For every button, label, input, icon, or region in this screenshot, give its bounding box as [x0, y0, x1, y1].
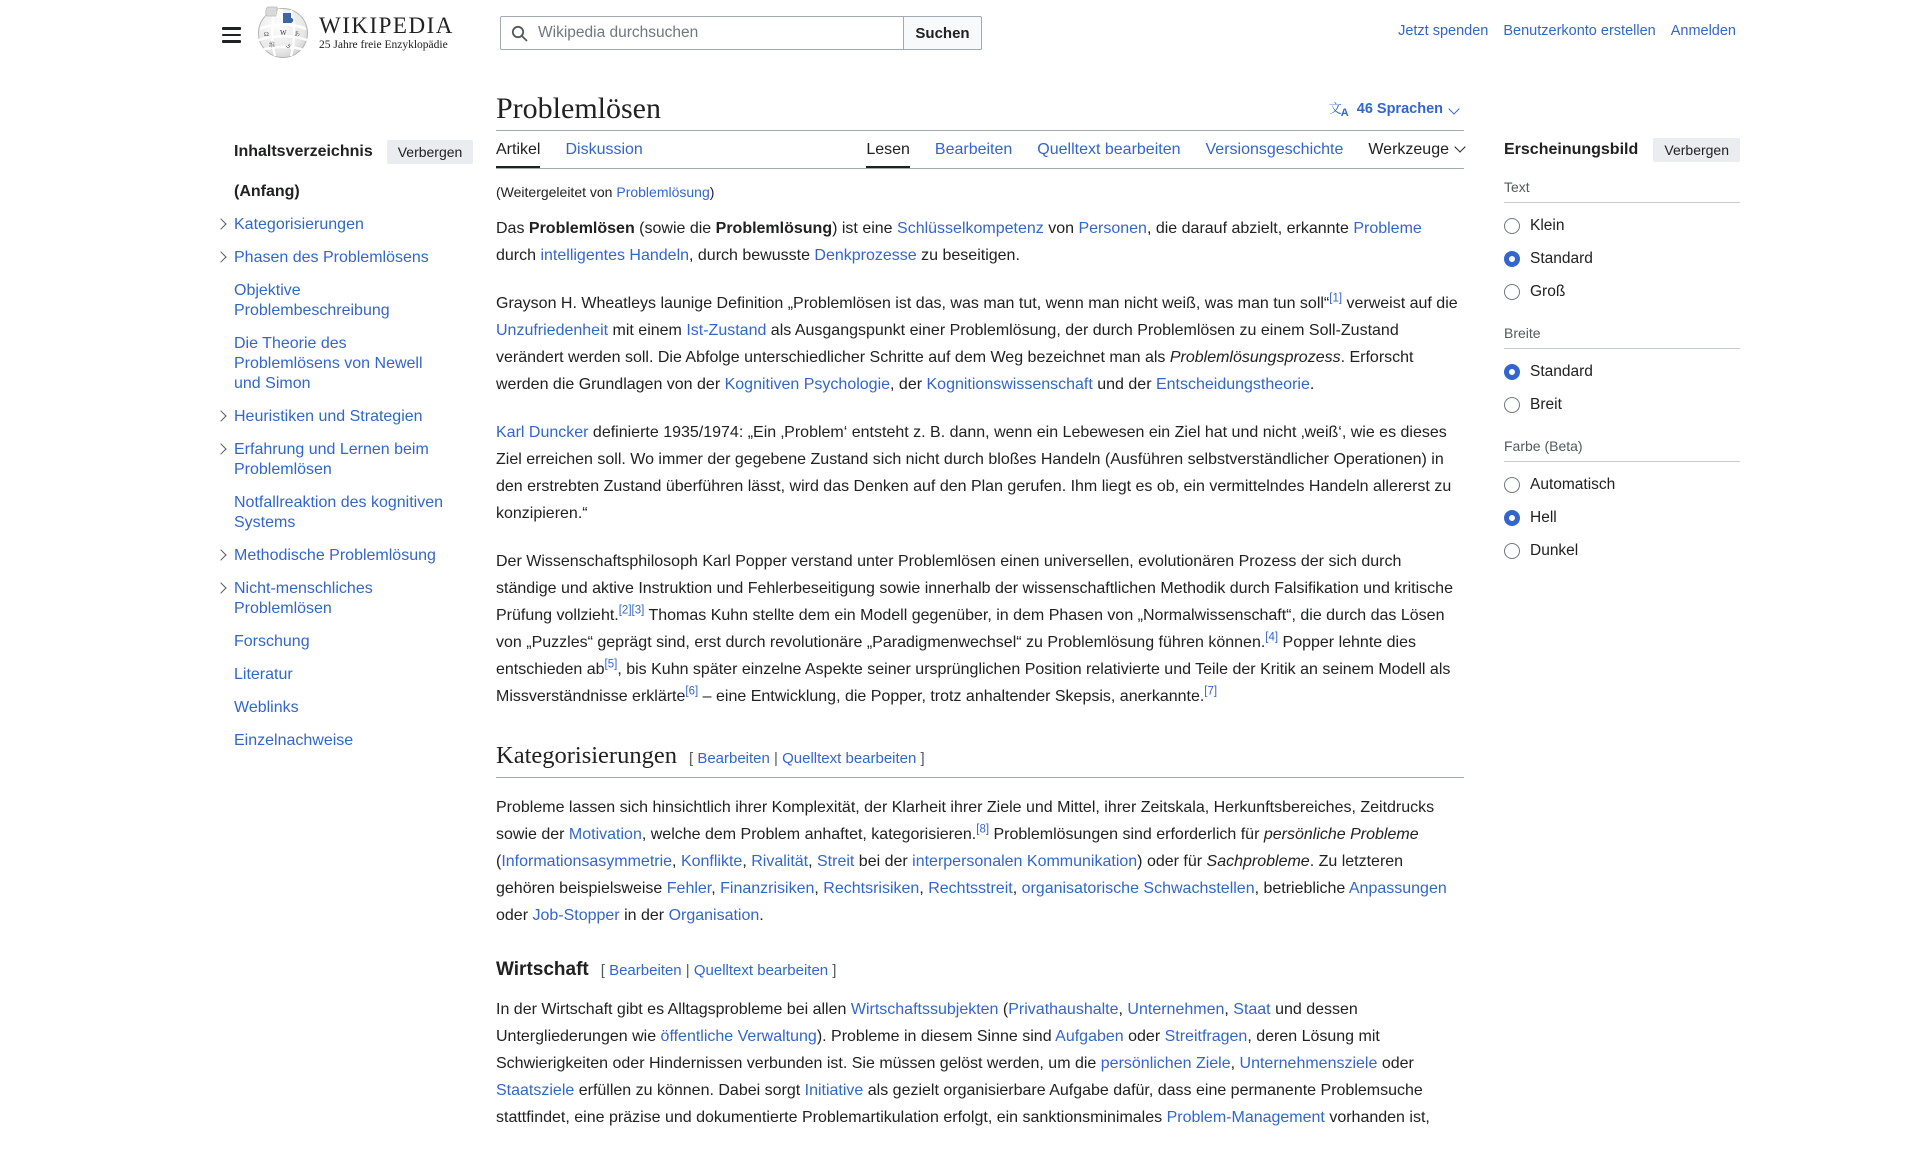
option-label: Groß — [1530, 282, 1566, 300]
toc-item-forschung — [216, 632, 448, 652]
radio-breit[interactable] — [1504, 397, 1520, 413]
italic-term: Problemlösungsprozess — [1169, 349, 1341, 366]
article-link-informationsasymmetrie[interactable]: Informationsasymmetrie — [501, 853, 673, 870]
reference-link[interactable]: [8] — [976, 823, 990, 836]
languages-button[interactable]: 文$_A$ 46 Sprachen — [1323, 100, 1464, 118]
article-link-probleme[interactable]: Probleme — [1353, 220, 1422, 237]
wikipedia-globe-logo — [256, 5, 310, 59]
tab-bearbeiten[interactable]: Bearbeiten — [934, 141, 1013, 158]
toc-item-phasen-des-problemlösens — [216, 248, 448, 268]
edit-link-quelltext-bearbeiten[interactable]: Quelltext bearbeiten — [693, 962, 829, 979]
section-heading-text: Kategorisierungen — [496, 742, 677, 769]
radio-hell[interactable] — [1504, 510, 1520, 526]
article-link-wirtschaftssubjekten[interactable]: Wirtschaftssubjekten — [850, 1001, 999, 1018]
toc-item-kategorisierungen — [216, 215, 448, 235]
main-menu-button[interactable] — [212, 14, 252, 52]
article-link-unzufriedenheit[interactable]: Unzufriedenheit — [496, 322, 609, 339]
edit-link-quelltext-bearbeiten[interactable]: Quelltext bearbeiten — [782, 750, 917, 767]
toc-item-methodische-problemlösung — [216, 546, 448, 566]
expand-icon[interactable] — [215, 410, 226, 421]
appearance-section-label: Breite — [1504, 308, 1740, 349]
toc-item-link[interactable]: Weblinks — [234, 699, 299, 716]
article-link-rivalität[interactable]: Rivalität — [751, 853, 809, 870]
redirect-note: (Weitergeleitet von Problemlösung) — [496, 184, 715, 200]
option-breit[interactable] — [1504, 388, 1740, 421]
logo-tagline: 25 Jahre freie Enzyklopädie — [319, 38, 448, 51]
article-link-unternehmensziele[interactable]: Unternehmensziele — [1239, 1055, 1378, 1072]
article-link-kognitiven-psychologie[interactable]: Kognitiven Psychologie — [724, 376, 891, 393]
article-link-fehler[interactable]: Fehler — [666, 880, 712, 897]
article-link-problemlösung[interactable]: Problemlösung — [616, 184, 710, 200]
toc-item-nicht-menschliches-problemlösen — [216, 579, 448, 619]
article-link-streitfragen[interactable]: Streitfragen — [1164, 1028, 1248, 1045]
article-link-persönlichen-ziele[interactable]: persönlichen Ziele — [1100, 1055, 1231, 1072]
search-button[interactable]: Suchen — [904, 16, 982, 50]
radio-dunkel[interactable] — [1504, 543, 1520, 559]
paragraph: Probleme lassen sich hinsichtlich ihrer Komplexität, der Klarheit ihrer Ziele und Mittel, ihrer Zeitskala, Herkunftsbereiches, Zeitdrucks sowie der Motivation, welche dem Problem anhaftet, kategorisieren.[8] Problemlösungen sind erforderlich für persönliche Probleme (Informationsasymmetrie, Konflikte, Rivalität, Streit bei der interpersonalen Kommunikation) oder für Sachprobleme. Zu letzteren gehören beispielsweise Fehler, Finanzrisiken, Rechtsrisiken, Rechtsstreit, organisatorische Schwachstellen, betriebliche Anpassungen oder Job-Stopper in der Organisation. — [496, 799, 1447, 924]
hamburger-icon — [222, 27, 241, 30]
toc-item-link[interactable]: Kategorisierungen — [234, 216, 364, 233]
article-link-organisation[interactable]: Organisation — [668, 907, 760, 924]
option-label: Automatisch — [1530, 475, 1616, 493]
option-klein[interactable] — [1504, 209, 1740, 242]
expand-icon[interactable] — [215, 582, 226, 593]
toc-item-link[interactable]: Heuristiken und Strategien — [234, 408, 423, 425]
appearance-section-text — [1504, 162, 1740, 308]
article-link-job-stopper[interactable]: Job-Stopper — [532, 907, 620, 924]
toc-item-anfang — [216, 182, 448, 202]
toc-item-erfahrung-und-lernen-beim-problemlösen — [216, 440, 448, 480]
page-title: Problemlösen — [496, 92, 661, 125]
toc-item-die-theorie-des-problemlösens-von-newell-und-simon — [216, 334, 448, 394]
tab-quelltext-bearbeiten[interactable]: Quelltext bearbeiten — [1037, 141, 1181, 158]
article-link-öffentliche-verwaltung[interactable]: öffentliche Verwaltung — [660, 1028, 817, 1045]
appearance-section-breite — [1504, 308, 1740, 421]
toc-item-link[interactable]: Literatur — [234, 666, 293, 683]
article-link-schlüsselkompetenz[interactable]: Schlüsselkompetenz — [897, 220, 1044, 237]
article-link-kognitionswissenschaft[interactable]: Kognitionswissenschaft — [926, 376, 1093, 393]
reference-link[interactable]: [6] — [685, 685, 699, 698]
radio-standard[interactable] — [1504, 364, 1520, 380]
radio-automatisch[interactable] — [1504, 477, 1520, 493]
expand-icon[interactable] — [215, 251, 226, 262]
search-icon — [511, 25, 528, 42]
article-link-organisatorische-schwachstellen[interactable]: organisatorische Schwachstellen — [1021, 880, 1255, 897]
radio-standard[interactable] — [1504, 251, 1520, 267]
article-link-rechtsrisiken[interactable]: Rechtsrisiken — [823, 880, 920, 897]
section-heading-text: Wirtschaft — [496, 959, 589, 980]
toc-item-link[interactable]: Einzelnachweise — [234, 732, 354, 749]
appearance-section-farbe-beta — [1504, 421, 1740, 567]
article-link-rechtsstreit[interactable]: Rechtsstreit — [928, 880, 1013, 897]
article-link-anpassungen[interactable]: Anpassungen — [1348, 880, 1447, 897]
reference-link[interactable]: [4] — [1265, 631, 1279, 644]
italic-term: Sachprobleme — [1206, 853, 1310, 870]
site-header — [0, 0, 1920, 66]
toc-list — [216, 182, 448, 751]
wikipedia-logo[interactable] — [256, 5, 454, 59]
bold-term: Problemlösen — [528, 220, 635, 237]
option-label: Standard — [1530, 362, 1593, 380]
option-label: Klein — [1530, 216, 1565, 234]
toc-item-link[interactable]: Notfallreaktion des kognitiven Systems — [234, 494, 444, 531]
header-link-jetzt-spenden[interactable]: Jetzt spenden — [1398, 23, 1489, 39]
chevron-down-icon — [1454, 141, 1465, 152]
toc-title: Inhaltsverzeichnis — [234, 143, 373, 160]
chevron-down-icon — [1448, 103, 1459, 114]
option-label: Breit — [1530, 395, 1562, 413]
header-link-anmelden[interactable]: Anmelden — [1670, 23, 1736, 39]
tab-diskussion[interactable]: Diskussion — [565, 141, 643, 158]
search-box[interactable] — [500, 16, 904, 50]
paragraph: Der Wissenschaftsphilosoph Karl Popper verstand unter Problemlösen einen universellen, evolutionären Prozess der sich durch ständige und aktive Instruktion und Fehlerbeseitigung sowie innerhalb der wissenschaftlichen Methodik durch Falsifikation und kritische Prüfung vollzieht.[2][3] Thomas Kuhn stellte dem ein Modell gegenüber, in dem Phasen von „Normalwissenschaft“, die durch das Lösen von „Puzzles“ geprägt sind, erst durch revolutionäre „Paradigmenwechsel“ zu Problemlösung führen können.[4] Popper lehnte dies entschieden ab[5], bis Kuhn später einzelne Aspekte seiner ursprünglichen Position relativierte und Teile der Kritik an seinem Modell als Missverständnisse erklärte[6] – eine Entwicklung, die Popper, trotz anhaltender Skepsis, anerkannte.[7] — [496, 553, 1453, 705]
svg-text:あ: あ — [294, 32, 301, 38]
toc-item-link[interactable]: Die Theorie des Problemlösens von Newell und Simon — [234, 335, 423, 392]
article-link-karl-duncker[interactable]: Karl Duncker — [496, 424, 589, 441]
option-label: Dunkel — [1530, 541, 1579, 559]
edit-section-links: [ Bearbeiten | Quelltext bearbeiten ] — [600, 962, 837, 979]
logo-wordmark: WIKIPEDIA — [319, 12, 454, 38]
reference-link[interactable]: [7] — [1204, 685, 1218, 698]
article-link-entscheidungstheorie[interactable]: Entscheidungstheorie — [1155, 376, 1310, 393]
option-standard[interactable] — [1504, 242, 1740, 275]
article-link-intelligentes-handeln[interactable]: intelligentes Handeln — [540, 247, 690, 264]
language-icon: 文$_A$ — [1328, 100, 1349, 119]
reference-link[interactable]: [1] — [1329, 292, 1343, 305]
article-link-finanzrisiken[interactable]: Finanzrisiken — [720, 880, 815, 897]
paragraph: Das Problemlösen (sowie die Problemlösung) ist eine Schlüsselkompetenz von Personen, die darauf abzielt, erkannte Probleme durch intelligentes Handeln, durch bewusste Denkprozesse zu beseitigen. — [496, 220, 1422, 264]
appearance-title: Erscheinungsbild — [1504, 141, 1639, 158]
tab-werkzeuge[interactable]: Werkzeuge — [1368, 133, 1464, 168]
expand-icon[interactable] — [215, 218, 226, 229]
toc-item-link[interactable]: Erfahrung und Lernen beim Problemlösen — [234, 441, 429, 478]
article-link-personen[interactable]: Personen — [1078, 220, 1147, 237]
table-of-contents — [216, 140, 463, 764]
article-body — [496, 215, 1464, 1131]
reference-link[interactable]: [2][3] — [618, 604, 645, 617]
paragraph: Karl Duncker definierte 1935/1974: „Ein ‚Problem‘ entsteht z. B. dann, wenn ein Lebewesen ein Ziel hat und nicht ‚weiß‘, wie es dieses Ziel erreichen soll. Wo immer der gegebene Zustand sich nicht durch bloßes Handeln (Ausführen selbstverständlicher Operationen) in den erstrebten Zustand überführen lässt, wird das Denken auf den Plan gerufen. Ihm liegt es ob, ein vermittelndes Handeln allererst zu konzipieren.“ — [496, 424, 1452, 522]
italic-term: persönliche Probleme — [1263, 826, 1419, 843]
toc-item-label: (Anfang) — [234, 183, 300, 200]
option-groß[interactable] — [1504, 275, 1740, 308]
article-tabs — [496, 133, 1464, 169]
expand-icon[interactable] — [215, 549, 226, 560]
toc-item-notfallreaktion-des-kognitiven-systems — [216, 493, 448, 533]
paragraph: Grayson H. Wheatleys launige Definition „Problemlösen ist das, was man tut, wenn man nicht weiß, was man tun soll“[1] verweist auf die Unzufriedenheit mit einem Ist-Zustand als Ausgangspunkt einer Problemlösung, der durch Problemlösen zu einem Soll-Zustand verändert werden soll. Die Abfolge unterschiedlicher Schritte auf dem Weg bezeichnet man als Problemlösungsprozess. Erforscht werden die Grundlagen von der Kognitiven Psychologie, der Kognitionswissenschaft und der Entscheidungstheorie. — [496, 292, 1458, 393]
toc-item-weblinks — [216, 698, 448, 718]
toc-item-link[interactable]: Forschung — [234, 633, 310, 650]
edit-section-links: [ Bearbeiten | Quelltext bearbeiten ] — [688, 750, 925, 767]
toc-item-heuristiken-und-strategien — [216, 407, 448, 427]
svg-text:维: 维 — [269, 43, 276, 49]
article-link-denkprozesse[interactable]: Denkprozesse — [814, 247, 917, 264]
svg-text:W: W — [280, 29, 287, 37]
toc-item-link[interactable]: Nicht-menschliches Problemlösen — [234, 580, 373, 617]
toc-hide-button[interactable]: Verbergen — [387, 140, 474, 164]
edit-link-bearbeiten[interactable]: Bearbeiten — [609, 962, 682, 979]
header-link-benutzerkonto-erstellen[interactable]: Benutzerkonto erstellen — [1503, 23, 1656, 39]
paragraph: In der Wirtschaft gibt es Alltagsprobleme bei allen Wirtschaftssubjekten (Privathaushalte, Unternehmen, Staat und dessen Untergliederungen wie öffentliche Verwaltung). Probleme in diesem Sinne sind Aufgaben oder Streitfragen, deren Lösung mit Schwierigkeiten oder Hindernissen verbunden ist. Sie müssen gelöst werden, um die persönlichen Ziele, Unternehmensziele oder Staatsziele erfüllen zu können. Dabei sorgt Initiative als gezielt organisierbare Aufgabe dafür, dass eine permanente Problemsuche stattfindet, eine präzise und dokumentierte Problemartikulation erfolgt, ein sanktionsminimales Problem-Management vorhanden ist, — [496, 1001, 1430, 1126]
reference-link[interactable]: [5] — [604, 658, 618, 671]
article-main — [496, 92, 1464, 1152]
toc-item-link[interactable]: Objektive Problembeschreibung — [234, 282, 390, 319]
option-hell[interactable] — [1504, 501, 1740, 534]
appearance-section-label: Text — [1504, 162, 1740, 203]
article-link-unternehmen[interactable]: Unternehmen — [1127, 1001, 1225, 1018]
article-link-konflikte[interactable]: Konflikte — [680, 853, 743, 870]
radio-groß[interactable] — [1504, 284, 1520, 300]
appearance-section-label: Farbe (Beta) — [1504, 421, 1740, 462]
option-label: Hell — [1530, 508, 1557, 526]
toc-item-einzelnachweise — [216, 731, 448, 751]
section-heading-kategorisierungen — [496, 742, 1464, 778]
option-label: Standard — [1530, 249, 1593, 267]
toc-item-objektive-problembeschreibung — [216, 281, 448, 321]
svg-text:Ω: Ω — [264, 31, 269, 38]
section-heading-wirtschaft — [496, 959, 1464, 981]
user-links — [1398, 23, 1736, 39]
option-standard[interactable] — [1504, 355, 1740, 388]
article-link-staatsziele[interactable]: Staatsziele — [496, 1082, 575, 1099]
article-link-initiative[interactable]: Initiative — [804, 1082, 864, 1099]
edit-link-bearbeiten[interactable]: Bearbeiten — [697, 750, 770, 767]
article-link-aufgaben[interactable]: Aufgaben — [1055, 1028, 1124, 1045]
article-link-privathaushalte[interactable]: Privathaushalte — [1008, 1001, 1119, 1018]
option-automatisch[interactable] — [1504, 468, 1740, 501]
bold-term: Problemlösung — [715, 220, 833, 237]
search-input[interactable] — [536, 23, 903, 43]
article-link-problem-management[interactable]: Problem-Management — [1166, 1109, 1325, 1126]
toc-item-link[interactable]: Methodische Problemlösung — [234, 547, 436, 564]
tab-lesen[interactable]: Lesen — [866, 133, 910, 168]
tab-artikel[interactable]: Artikel — [496, 133, 540, 168]
appearance-hide-button[interactable]: Verbergen — [1653, 138, 1740, 162]
article-link-staat[interactable]: Staat — [1233, 1001, 1271, 1018]
search-bar — [500, 16, 982, 50]
option-dunkel[interactable] — [1504, 534, 1740, 567]
article-link-motivation[interactable]: Motivation — [568, 826, 642, 843]
svg-text:ى: ى — [286, 43, 291, 49]
radio-klein[interactable] — [1504, 218, 1520, 234]
article-link-interpersonalen-kommunikation[interactable]: interpersonalen Kommunikation — [912, 853, 1138, 870]
appearance-panel — [1504, 138, 1740, 567]
article-link-ist-zustand[interactable]: Ist-Zustand — [686, 322, 767, 339]
article-link-streit[interactable]: Streit — [817, 853, 855, 870]
tab-versionsgeschichte[interactable]: Versionsgeschichte — [1205, 141, 1344, 158]
expand-icon[interactable] — [215, 443, 226, 454]
toc-item-link[interactable]: Phasen des Problemlösens — [234, 249, 429, 266]
toc-item-literatur — [216, 665, 448, 685]
